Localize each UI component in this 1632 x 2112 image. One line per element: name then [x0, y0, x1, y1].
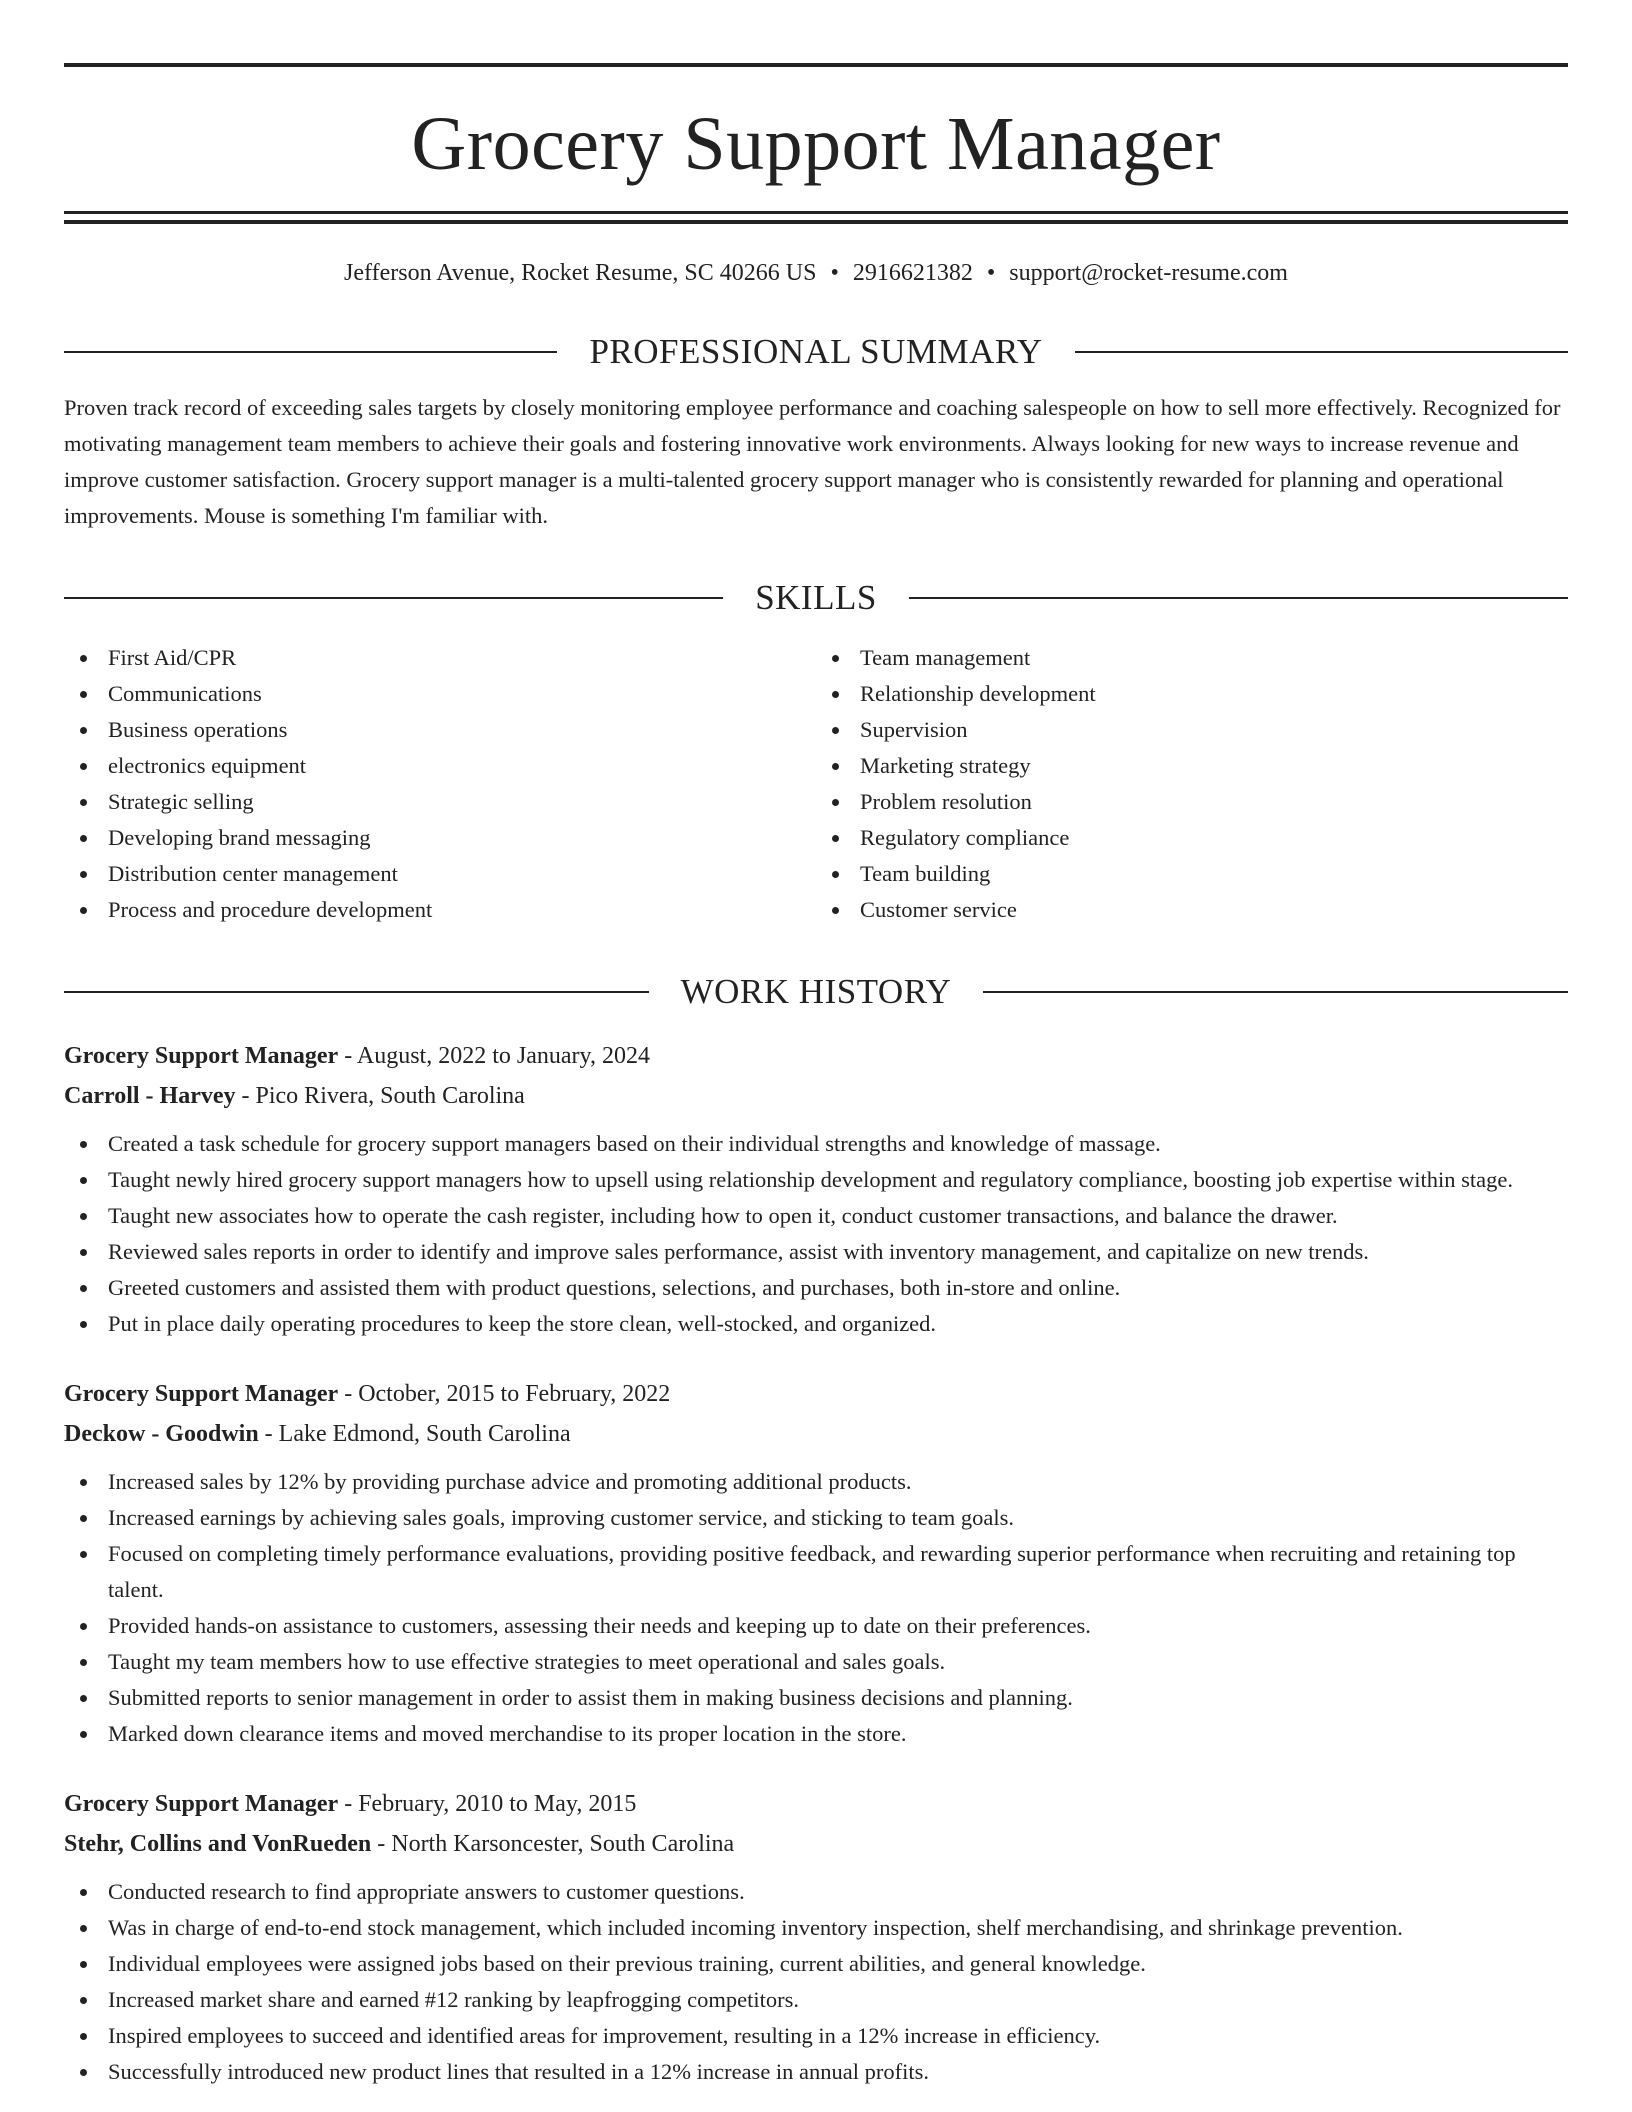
heading-rule-left [64, 351, 557, 353]
job-duties [64, 1874, 1568, 2090]
duty-item: Inspired employees to succeed and identified areas for improvement, resulting in a 12% increase in efficiency. [64, 2018, 1568, 2054]
duty-item: Put in place daily operating procedures to keep the store clean, well-stocked, and organized. [64, 1306, 1568, 1342]
job-company: Stehr, Collins and VonRueden [64, 1831, 372, 1857]
header-double-rule [64, 211, 1568, 224]
skill-item: Process and procedure development [64, 892, 816, 928]
duty-item: Increased earnings by achieving sales goals, improving customer service, and sticking to team goals. [64, 1500, 1568, 1536]
job-company: Deckow - Goodwin [64, 1421, 259, 1447]
job-title: Grocery Support Manager [64, 1791, 339, 1817]
duty-item: Was in charge of end-to-end stock management, which included incoming inventory inspection, shelf merchandising, and shrinkage prevention. [64, 1910, 1568, 1946]
skill-item: electronics equipment [64, 748, 816, 784]
duty-item: Provided hands-on assistance to customers, assessing their needs and keeping up to date on their preferences. [64, 1608, 1568, 1644]
duty-item: Conducted research to find appropriate answers to customer questions. [64, 1874, 1568, 1910]
job-entry [64, 1374, 1568, 1752]
duty-item: Marked down clearance items and moved merchandise to its proper location in the store. [64, 1716, 1568, 1752]
duty-item: Submitted reports to senior management in order to assist them in making business decisions and planning. [64, 1680, 1568, 1716]
job-title: Grocery Support Manager [64, 1043, 339, 1069]
heading-rule-right [1075, 351, 1568, 353]
job-dates: October, 2015 to February, 2022 [358, 1381, 671, 1407]
duty-item: Greeted customers and assisted them with product questions, selections, and purchases, both in-store and online. [64, 1270, 1568, 1306]
skill-item: Regulatory compliance [816, 820, 1568, 856]
job-title-line: Grocery Support Manager - February, 2010 to May, 2015 [64, 1791, 637, 1817]
heading-rule-right [983, 991, 1568, 993]
skill-item: Business operations [64, 712, 816, 748]
heading-rule-left [64, 597, 723, 599]
skill-item: Supervision [816, 712, 1568, 748]
summary-text: Proven track record of exceeding sales targets by closely monitoring employee performance and coaching salespeople on how to sell more effectively. Recognized for motivating management team members to achieve their goals and fostering innovative work environments. Always looking for new ways to increase revenue and improve customer satisfaction. Grocery support manager is a multi-talented grocery support manager who is consistently rewarded for planning and operational improvements. Mouse is something I'm familiar with. [64, 395, 1561, 528]
top-rule [64, 63, 1568, 67]
skill-item: Strategic selling [64, 784, 816, 820]
skills-column-right [816, 640, 1568, 928]
job-company-line: Stehr, Collins and VonRueden - North Karsoncester, South Carolina [64, 1831, 735, 1857]
job-duties [64, 1126, 1568, 1342]
contact-separator: • [986, 260, 996, 286]
job-company: Carroll - Harvey [64, 1083, 236, 1109]
job-entry [64, 1036, 1568, 1342]
work-history-list [64, 1036, 1568, 2090]
contact-email: support@rocket-resume.com [1009, 260, 1288, 286]
duty-item: Reviewed sales reports in order to identify and improve sales performance, assist with inventory management, and capitalize on new trends. [64, 1234, 1568, 1270]
duty-item: Taught my team members how to use effective strategies to meet operational and sales goals. [64, 1644, 1568, 1680]
skill-item: Marketing strategy [816, 748, 1568, 784]
job-title-line: Grocery Support Manager - August, 2022 to January, 2024 [64, 1043, 650, 1069]
heading-rule-left [64, 991, 649, 993]
resume-page [64, 63, 1568, 2090]
skill-item: Customer service [816, 892, 1568, 928]
job-company-line: Carroll - Harvey - Pico Rivera, South Carolina [64, 1083, 525, 1109]
contact-address: Jefferson Avenue, Rocket Resume, SC 40266 US [344, 260, 817, 286]
duty-item: Individual employees were assigned jobs based on their previous training, current abilities, and general knowledge. [64, 1946, 1568, 1982]
job-location: Pico Rivera, South Carolina [255, 1083, 525, 1109]
job-dates: August, 2022 to January, 2024 [356, 1043, 650, 1069]
skill-item: Distribution center management [64, 856, 816, 892]
contact-phone: 2916621382 [852, 260, 973, 286]
skills-section-heading [64, 578, 1568, 618]
job-entry [64, 1784, 1568, 2090]
duty-item: Taught newly hired grocery support managers how to upsell using relationship development and regulatory compliance, boosting job expertise within stage. [64, 1162, 1568, 1198]
skill-item: Team management [816, 640, 1568, 676]
skill-item: Communications [64, 676, 816, 712]
skills-list [64, 640, 1568, 928]
skill-item: Relationship development [816, 676, 1568, 712]
job-title-line: Grocery Support Manager - October, 2015 to February, 2022 [64, 1381, 671, 1407]
skill-item: Problem resolution [816, 784, 1568, 820]
duty-item: Increased market share and earned #12 ranking by leapfrogging competitors. [64, 1982, 1568, 2018]
section-title: WORK HISTORY [680, 972, 952, 1011]
heading-rule-right [909, 597, 1568, 599]
section-title: SKILLS [755, 578, 877, 617]
contact-separator: • [830, 260, 839, 286]
job-location: Lake Edmond, South Carolina [278, 1421, 571, 1447]
skill-item: First Aid/CPR [64, 640, 816, 676]
skills-column-left [64, 640, 816, 928]
contact-line [64, 258, 1568, 288]
section-title: PROFESSIONAL SUMMARY [589, 332, 1043, 371]
job-company-line: Deckow - Goodwin - Lake Edmond, South Carolina [64, 1421, 571, 1447]
summary-section-heading [64, 332, 1568, 372]
skill-item: Developing brand messaging [64, 820, 816, 856]
duty-item: Taught new associates how to operate the cash register, including how to open it, conduct customer transactions, and balance the drawer. [64, 1198, 1568, 1234]
duty-item: Successfully introduced new product lines that resulted in a 12% increase in annual profits. [64, 2054, 1568, 2090]
duty-item: Created a task schedule for grocery support managers based on their individual strengths and knowledge of massage. [64, 1126, 1568, 1162]
skill-item: Team building [816, 856, 1568, 892]
job-title: Grocery Support Manager [64, 1381, 339, 1407]
job-duties [64, 1464, 1568, 1752]
work-section-heading [64, 972, 1568, 1012]
candidate-name: Grocery Support Manager [411, 102, 1221, 186]
job-location: North Karsoncester, South Carolina [391, 1831, 735, 1857]
duty-item: Increased sales by 12% by providing purchase advice and promoting additional products. [64, 1464, 1568, 1500]
job-dates: February, 2010 to May, 2015 [358, 1791, 637, 1817]
duty-item: Focused on completing timely performance evaluations, providing positive feedback, and rewarding superior performance when recruiting and retaining top talent. [64, 1536, 1568, 1608]
